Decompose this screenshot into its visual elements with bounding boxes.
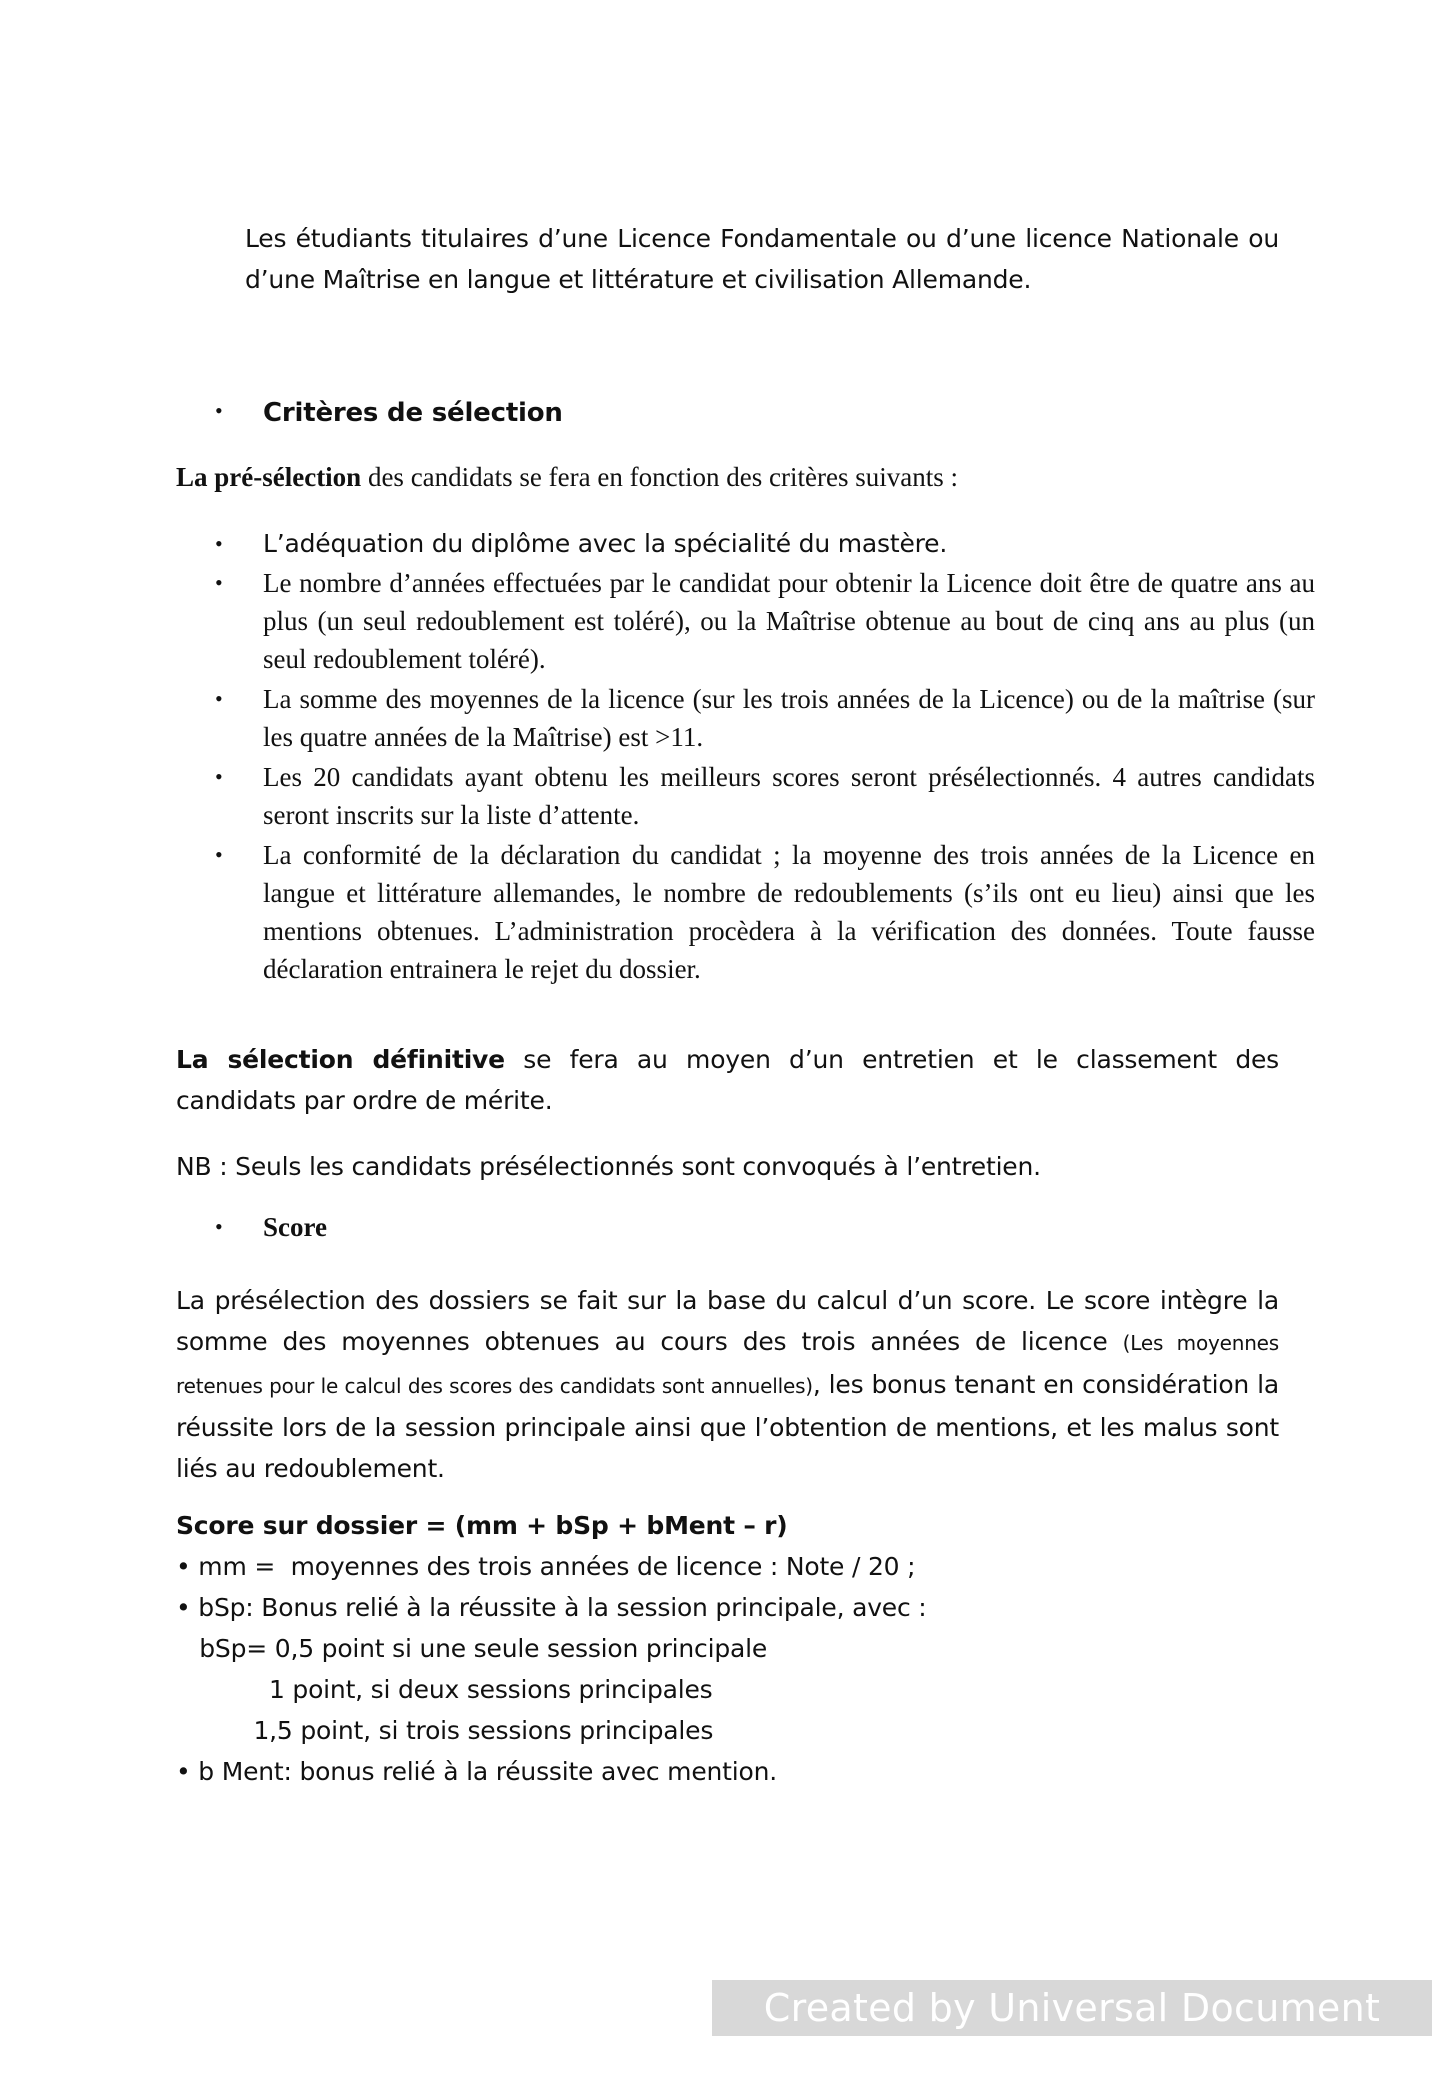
- formula-line: 1,5 point, si trois sessions principales: [176, 1716, 714, 1745]
- criteria-list: [215, 524, 1315, 990]
- list-bullet: •: [215, 570, 223, 595]
- list-item: [215, 836, 1315, 988]
- list-item: [215, 680, 1315, 756]
- formula-line: • b Ment: bonus relié à la réussite avec mention.: [176, 1757, 777, 1786]
- selection-bold: La sélection définitive: [176, 1045, 505, 1074]
- score-paragraph: [176, 1280, 1279, 1489]
- section-title-criteria: Critères de sélection: [263, 398, 563, 428]
- section-bullet: •: [215, 398, 223, 423]
- preselection-paragraph: [176, 458, 1279, 496]
- list-item: [215, 758, 1315, 834]
- list-item: [215, 524, 1315, 564]
- formula-line: bSp= 0,5 point si une seule session principale: [176, 1634, 768, 1663]
- converter-watermark: Created by Universal Document Converter: [712, 1980, 1432, 2036]
- score-text-2: , les bonus tenant en considération la réussite lors de la session principale ainsi que l’obtention de mentions, et les malus sont liés au redoublement.: [176, 1370, 1279, 1483]
- criteria-text: La somme des moyennes de la licence (sur les trois années de la Licence) ou de la maîtrise (sur les quatre années de la Maîtrise) est >11.: [263, 684, 1315, 752]
- list-bullet: •: [215, 764, 223, 789]
- selection-text: se fera au moyen d’un entretien et le classement des candidats par ordre de mérite.: [176, 1045, 1279, 1115]
- criteria-text: La conformité de la déclaration du candidat ; la moyenne des trois années de la Licence en langue et littérature allemandes, le nombre de redoublements (s’ils ont eu lieu) ainsi que les mentions obtenues. L’administration procèdera à la vérification des données. Toute fausse déclaration entrainera le rejet du dossier.: [263, 840, 1315, 984]
- criteria-text: Les 20 candidats ayant obtenu les meilleurs scores seront présélectionnés. 4 autres candidats seront inscrits sur la liste d’attente.: [263, 762, 1315, 830]
- section-title-score: Score: [263, 1212, 327, 1242]
- criteria-text: Le nombre d’années effectuées par le candidat pour obtenir la Licence doit être de quatre ans au plus (un seul redoublement est toléré), ou la Maîtrise obtenue au bout de cinq ans au plus (un seul redoublement toléré).: [263, 568, 1315, 674]
- list-item: [215, 564, 1315, 678]
- score-text-note: (Les moyennes retenues pour le calcul des scores des candidats sont annuelles): [176, 1331, 1280, 1398]
- preselection-bold: La pré-sélection: [176, 462, 362, 492]
- section-bullet: •: [215, 1214, 223, 1239]
- formula-line: • mm = moyennes des trois années de licence : Note / 20 ;: [176, 1552, 916, 1581]
- formula-line: • bSp: Bonus relié à la réussite à la session principale, avec :: [176, 1593, 927, 1622]
- criteria-text: L’adéquation du diplôme avec la spécialité du mastère.: [263, 529, 948, 558]
- formula-title: Score sur dossier = (mm + bSp + bMent – r): [176, 1511, 788, 1540]
- score-text-1: La présélection des dossiers se fait sur la base du calcul d’un score. Le score intègre la somme des moyennes obtenues au cours des trois années de licence: [176, 1286, 1279, 1356]
- list-bullet: •: [215, 842, 223, 867]
- intro-paragraph: Les étudiants titulaires d’une Licence Fondamentale ou d’une licence Nationale ou d’une Maîtrise en langue et littérature et civilisation Allemande.: [245, 224, 1279, 294]
- selection-paragraph: [176, 1039, 1279, 1121]
- preselection-text: des candidats se fera en fonction des critères suivants :: [361, 462, 958, 492]
- list-bullet: •: [215, 686, 223, 711]
- nb-note: NB : Seuls les candidats présélectionnés sont convoqués à l’entretien.: [176, 1152, 1041, 1181]
- formula-line: 1 point, si deux sessions principales: [176, 1675, 713, 1704]
- score-formula: [176, 1505, 926, 1792]
- list-bullet: •: [215, 531, 223, 556]
